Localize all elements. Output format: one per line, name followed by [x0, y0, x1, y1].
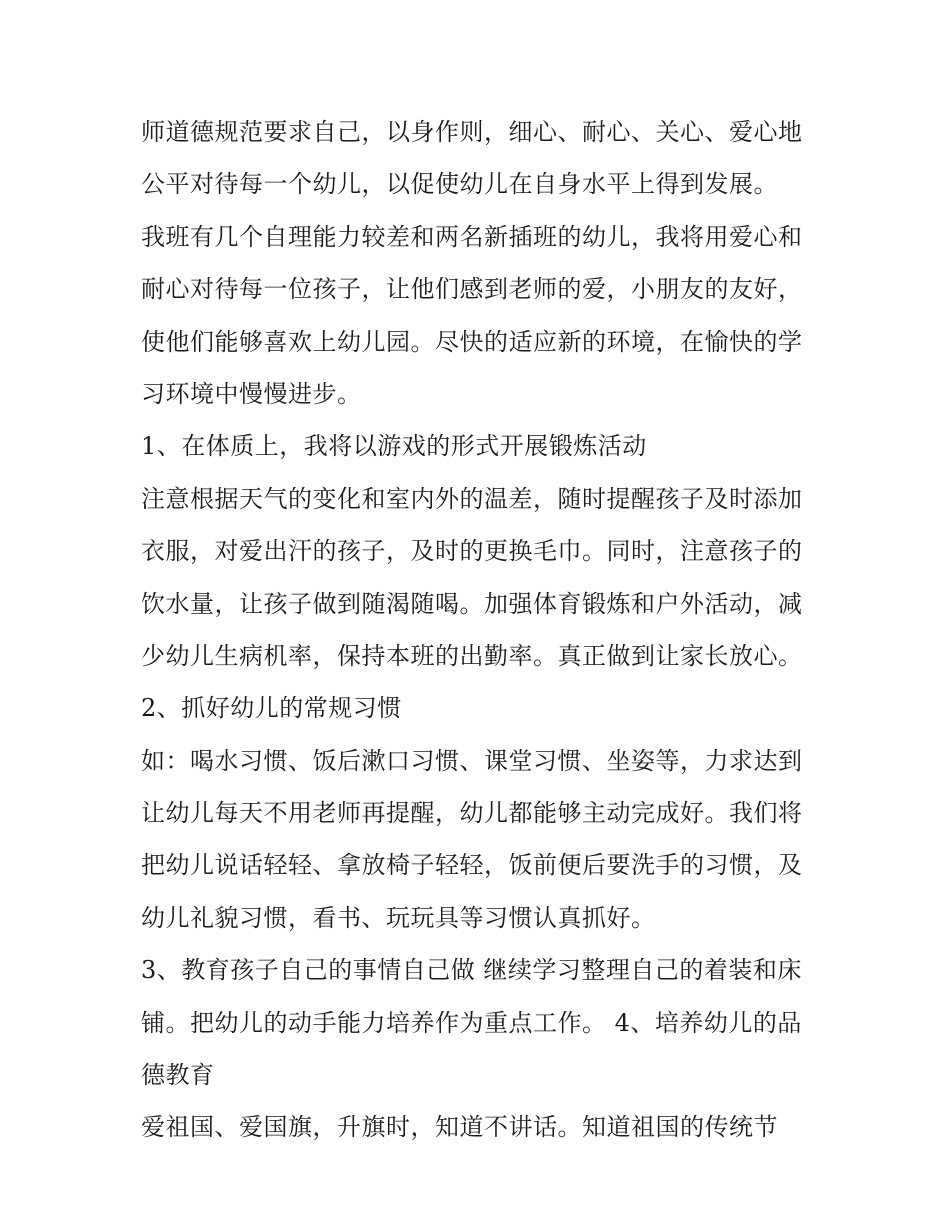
text-line: 衣服，对爱出汗的孩子，及时的更换毛巾。同时，注意孩子的	[141, 537, 803, 566]
text-line: 幼儿礼貌习惯，看书、玩玩具等习惯认真抓好。	[141, 903, 656, 932]
text-line: 我班有几个自理能力较差和两名新插班的幼儿，我将用爱心和	[141, 222, 803, 251]
text-line: 习环境中慢慢进步。	[141, 379, 362, 408]
text-line: 耐心对待每一位孩子，让他们感到老师的爱，小朋友的友好，	[141, 275, 803, 304]
text-line: 饮水量，让孩子做到随渴随喝。加强体育锻炼和户外活动，减	[141, 589, 803, 618]
body-text	[141, 106, 821, 1154]
text-line: 如：喝水习惯、饭后漱口习惯、课堂习惯、坐姿等，力求达到	[141, 746, 803, 775]
section-heading-3: 3、教育孩子自己的事情自己做 继续学习整理自己的着装和床	[141, 956, 802, 985]
text-line: 铺。把幼儿的动手能力培养作为重点工作。 4、培养幼儿的品	[141, 1008, 802, 1037]
text-line: 把幼儿说话轻轻、拿放椅子轻轻，饭前便后要洗手的习惯，及	[141, 851, 803, 880]
text-line: 德教育	[141, 1061, 215, 1090]
text-line: 让幼儿每天不用老师再提醒，幼儿都能够主动完成好。我们将	[141, 799, 803, 828]
text-line: 师道德规范要求自己，以身作则，细心、耐心、关心、爱心地	[141, 118, 803, 146]
text-line: 注意根据天气的变化和室内外的温差，随时提醒孩子及时添加	[141, 484, 803, 513]
text-line: 公平对待每一个幼儿，以促使幼儿在自身水平上得到发展。	[141, 170, 778, 199]
section-heading-2: 2、抓好幼儿的常规习惯	[141, 694, 402, 723]
text-line: 使他们能够喜欢上幼儿园。尽快的适应新的环境，在愉快的学	[141, 327, 803, 356]
text-line: 少幼儿生病机率，保持本班的出勤率。真正做到让家长放心。	[141, 641, 803, 670]
text-line: 爱祖国、爱国旗，升旗时，知道不讲话。知道祖国的传统节	[141, 1113, 778, 1142]
section-heading-1: 1、在体质上，我将以游戏的形式开展锻炼活动	[141, 432, 647, 461]
